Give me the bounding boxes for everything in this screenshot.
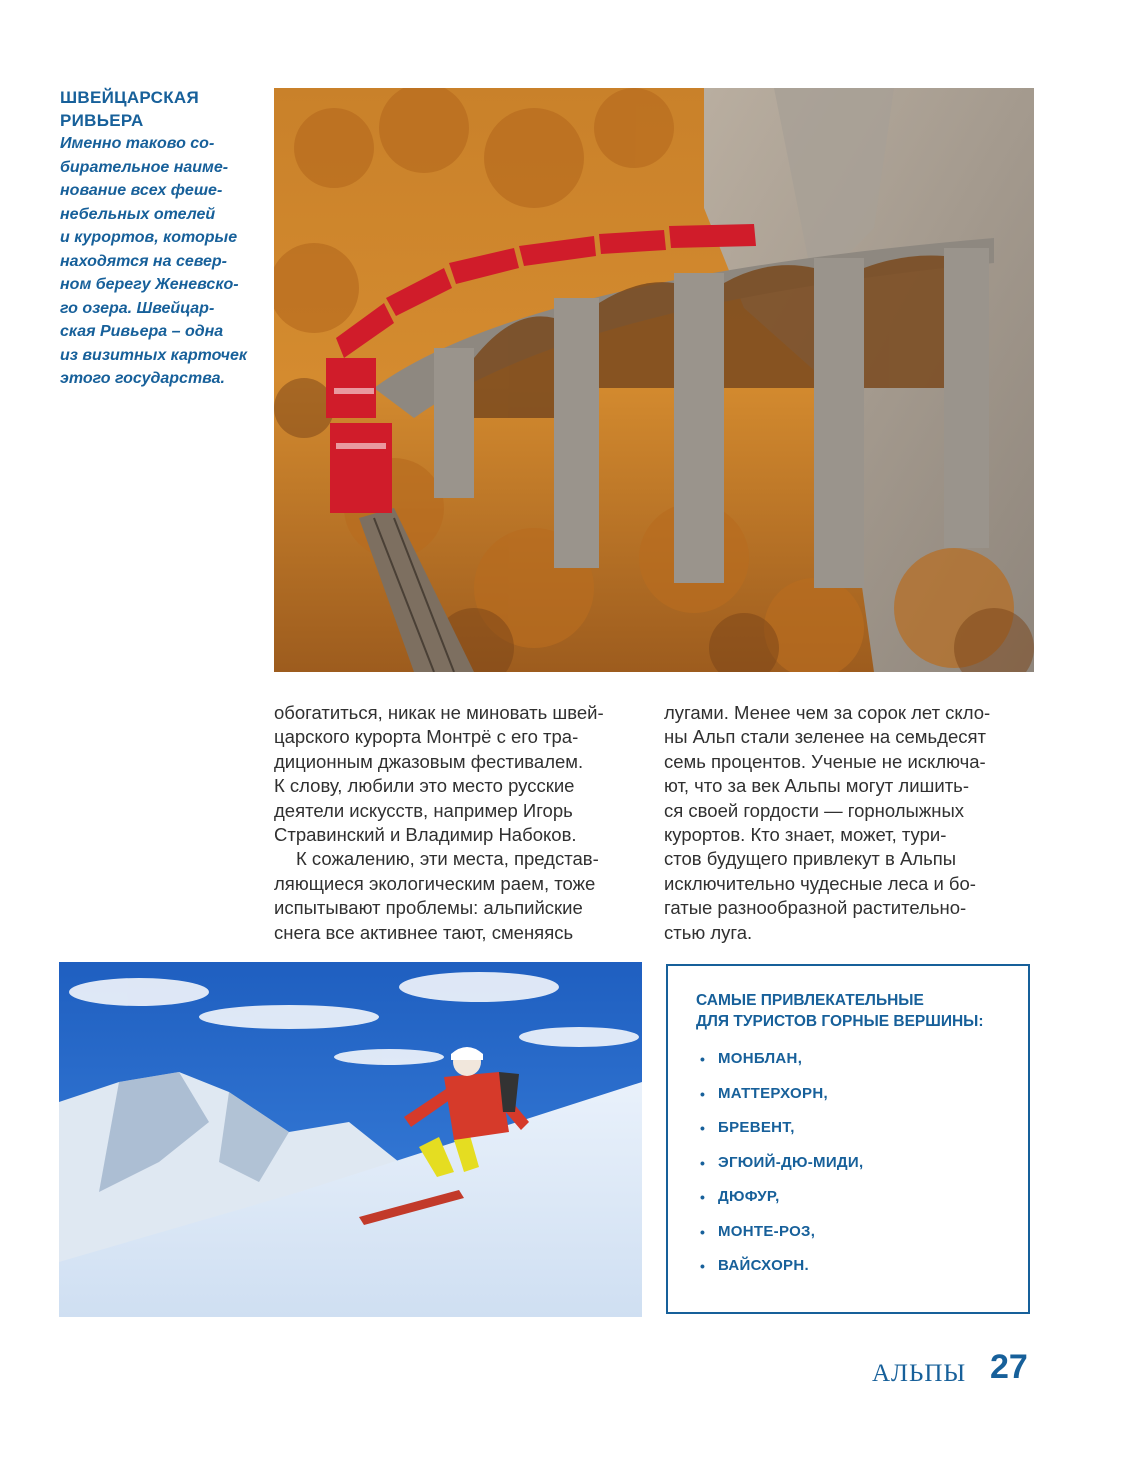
bullet-icon: •	[700, 1085, 706, 1102]
peak-name: ВАЙСХОРН.	[718, 1257, 809, 1274]
bullet-icon: •	[700, 1189, 706, 1205]
peak-name: ДЮФУР,	[718, 1188, 780, 1205]
page-number: 27	[990, 1348, 1028, 1386]
bullet-icon: •	[700, 1120, 706, 1136]
bullet-icon: •	[700, 1223, 706, 1240]
list-item	[696, 1180, 1028, 1215]
peak-name: БРЕВЕНТ,	[718, 1119, 795, 1136]
article-column-left	[274, 701, 644, 945]
list-item	[696, 1111, 1028, 1146]
peak-name: МОНБЛАН,	[718, 1050, 803, 1067]
list-item	[696, 1215, 1028, 1250]
peaks-box	[666, 964, 1030, 1314]
bullet-icon: •	[700, 1258, 706, 1274]
article-paragraph-1: обогатиться, никак не миновать швей- царского курорта Монтрё с его тра- диционным джазовым фестивалем. К слову, любили это место русские деятели искусств, например Игорь Стравинский и Владимир Набоков.	[274, 702, 604, 846]
peaks-title: САМЫЕ ПРИВЛЕКАТЕЛЬНЫЕ ДЛЯ ТУРИСТОВ ГОРНЫЕ ВЕРШИНЫ:	[696, 992, 984, 1030]
peaks-list	[696, 1042, 1028, 1284]
article-paragraph-2: К сожалению, эти места, представ- ляющиеся экологическим раем, тоже испытывают проблемы: альпийские снега все активнее тают, сменяясь	[274, 848, 599, 943]
peak-name: МАТТЕРХОРН,	[718, 1084, 828, 1102]
list-item	[696, 1249, 1028, 1284]
list-item	[696, 1146, 1028, 1181]
peak-name: МОНТЕ-РОЗ,	[718, 1222, 816, 1240]
peak-name: ЭГЮИЙ-ДЮ-МИДИ,	[718, 1153, 864, 1171]
sidebar-body: Именно таково со- бирательное наиме- нование всех феше- небельных отелей и курортов, которые находятся на север- ном берегу Женевско- го озера. Швейцар- ская Ривьера – одна из визитных карточек этого государства.	[60, 135, 247, 387]
sidebar-note	[60, 86, 260, 391]
bullet-icon: •	[700, 1051, 706, 1067]
list-item	[696, 1042, 1028, 1077]
train-viaduct-photo	[274, 88, 1034, 672]
skier-photo	[59, 962, 642, 1317]
article-column-right: лугами. Менее чем за сорок лет скло- ны Альп стали зеленее на семьдесят семь процентов. Ученые не исключа- ют, что за век Альпы могут лишить- ся своей гордости — горнолыжных курортов. Кто знает, может, тури- стов будущего привлекут в Альпы исключительно чудесные леса и бо- гатые разнообразной растительно- стью луга.	[664, 702, 991, 943]
list-item	[696, 1077, 1028, 1112]
bullet-icon: •	[700, 1154, 706, 1171]
sidebar-title: ШВЕЙЦАРСКАЯ РИВЬЕРА	[60, 88, 199, 130]
magazine-title: АЛЬПЫ	[872, 1360, 967, 1387]
